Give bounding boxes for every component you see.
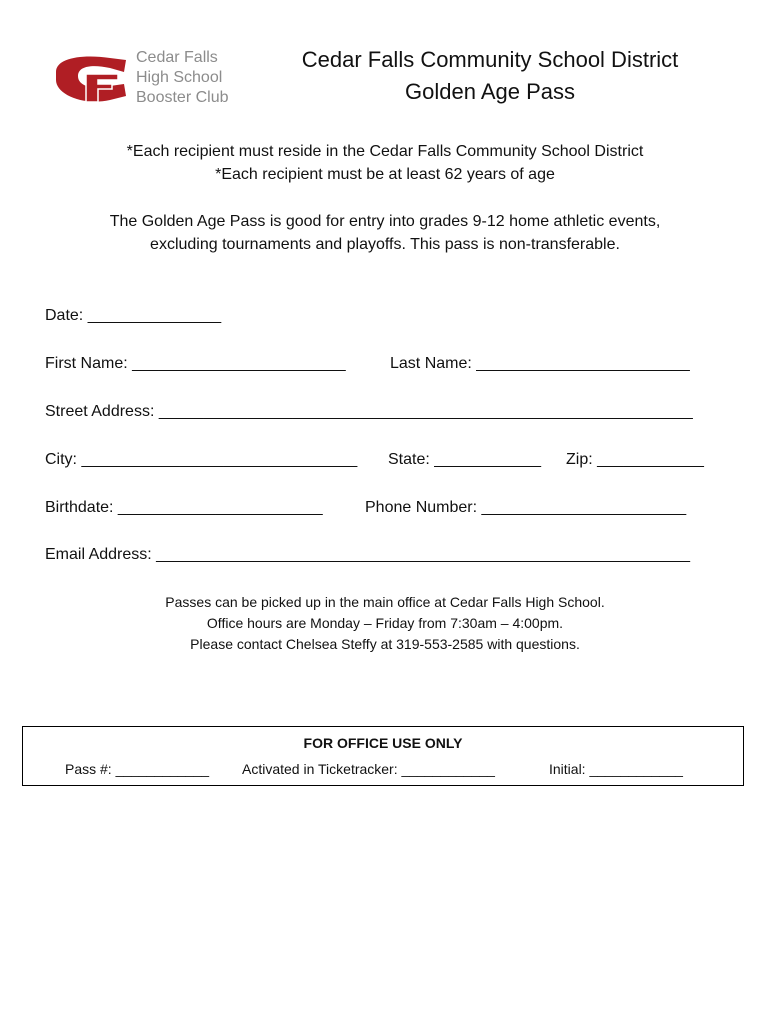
- requirement-residence: *Each recipient must reside in the Cedar Falls Community School District: [126, 143, 644, 160]
- office-use-box: [22, 726, 744, 786]
- pickup-location: Passes can be picked up in the main office at Cedar Falls High School.: [165, 594, 605, 610]
- title-line-2: Golden Age Pass: [404, 79, 575, 104]
- logo-line-2: High School: [136, 69, 223, 86]
- description-line-2: excluding tournaments and playoffs. This pass is non-transferable.: [150, 236, 620, 253]
- pass-number-field[interactable]: Pass #: ____________: [65, 761, 210, 777]
- office-use-title: FOR OFFICE USE ONLY: [303, 735, 463, 751]
- contact-info: Please contact Chelsea Steffy at 319-553-2585 with questions.: [190, 636, 580, 652]
- logo-line-1: Cedar Falls: [136, 49, 218, 66]
- zip-field[interactable]: Zip: ____________: [566, 451, 704, 468]
- street-address-field[interactable]: Street Address: ____________________________________________________________: [45, 403, 693, 420]
- booster-club-logo: [52, 48, 252, 112]
- initial-field[interactable]: Initial: ____________: [549, 761, 683, 777]
- first-name-field[interactable]: First Name: ________________________: [45, 355, 346, 372]
- pass-description: [40, 210, 730, 256]
- phone-number-field[interactable]: Phone Number: _______________________: [365, 499, 687, 516]
- birthdate-row: [45, 499, 735, 521]
- email-row: [45, 546, 735, 568]
- requirements: [40, 140, 730, 186]
- birthdate-field[interactable]: Birthdate: _______________________: [45, 499, 323, 516]
- description-line-1: The Golden Age Pass is good for entry into grades 9-12 home athletic events,: [109, 213, 661, 230]
- logo-text: [136, 48, 229, 108]
- state-field[interactable]: State: ____________: [388, 451, 542, 468]
- date-field[interactable]: Date: _______________: [45, 307, 222, 324]
- office-hours: Office hours are Monday – Friday from 7:30am – 4:00pm.: [206, 615, 564, 631]
- name-row: [45, 355, 735, 377]
- pickup-info: [40, 592, 730, 655]
- cf-logo-icon: [52, 52, 132, 108]
- logo-line-3: Booster Club: [136, 89, 229, 106]
- date-row: [45, 307, 735, 329]
- street-row: [45, 403, 735, 425]
- city-row: [45, 451, 735, 473]
- ticketracker-field[interactable]: Activated in Ticketracker: ____________: [242, 761, 495, 777]
- email-address-field[interactable]: Email Address: ____________________________________________________________: [45, 546, 691, 563]
- city-field[interactable]: City: _______________________________: [45, 451, 358, 468]
- title-line-1: Cedar Falls Community School District: [301, 47, 679, 72]
- requirement-age: *Each recipient must be at least 62 years of age: [215, 166, 555, 183]
- last-name-field[interactable]: Last Name: ________________________: [390, 355, 690, 372]
- page-title: [270, 44, 710, 108]
